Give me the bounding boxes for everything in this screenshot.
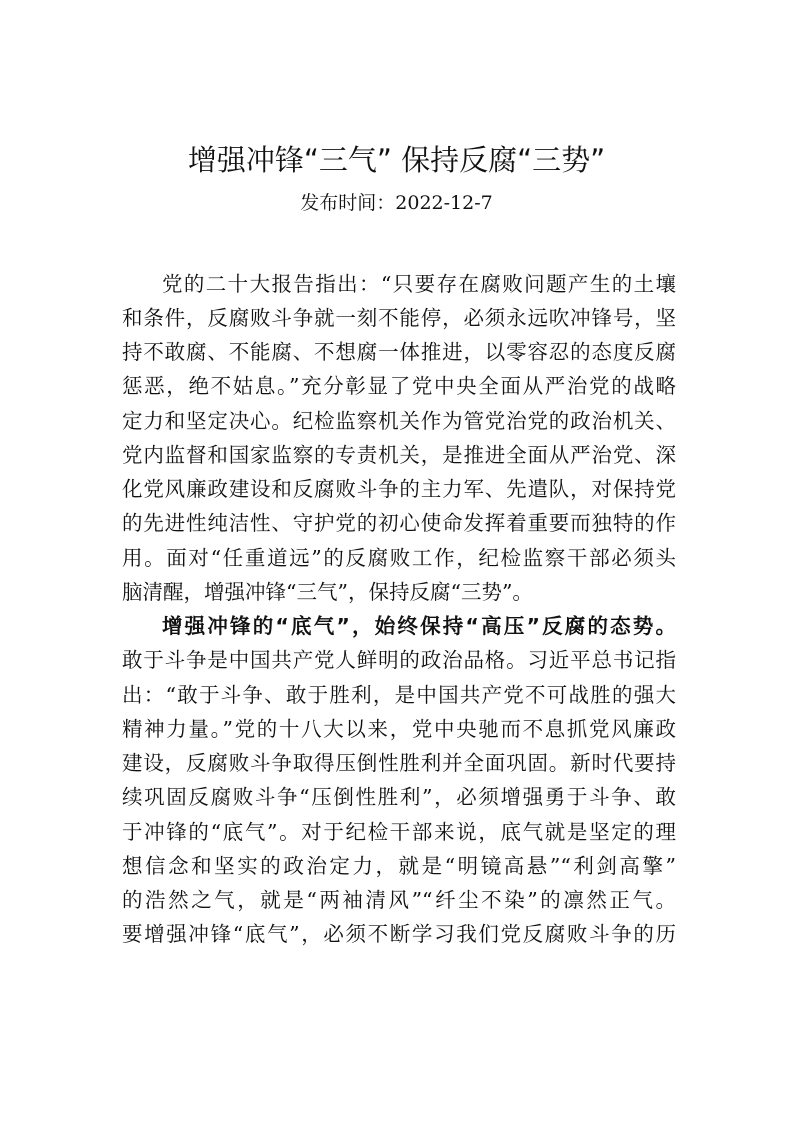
paragraph-line: 想信念和坚实的政治定力，就是“明镜高悬”“利剑高擎” [122,854,676,878]
section-heading: 增强冲锋的“底气”，始终保持“高压”反腐的态势。 [162,614,676,638]
paragraph-line: 续巩固反腐败斗争“压倒性胜利”，必须增强勇于斗争、敢 [122,785,676,809]
paragraph-line: 持不敢腐、不能腐、不想腐一体推进，以零容忍的态度反腐 [122,340,676,364]
paragraph-line: 建设，反腐败斗争取得压倒性胜利并全面巩固。新时代要持 [122,751,676,775]
paragraph-line: 脑清醒，增强冲锋“三气”，保持反腐“三势”。 [122,580,533,604]
paragraph-line: 要增强冲锋“底气”，必须不断学习我们党反腐败斗争的历 [122,922,676,946]
publish-date: 发布时间：2022-12-7 [300,192,493,214]
paragraph-line: 党内监督和国家监察的专责机关，是推进全面从严治党、深 [122,443,676,467]
paragraph-line: 的浩然之气，就是“两袖清风”“纤尘不染”的凛然正气。 [122,888,676,912]
paragraph-line: 精神力量。”党的十八大以来，党中央驰而不息抓党风廉政 [122,717,676,741]
document-title: 增强冲锋“三气” 保持反腐“三势” [187,143,606,177]
paragraph-line: 敢于斗争是中国共产党人鲜明的政治品格。习近平总书记指 [122,648,676,672]
paragraph-line: 定力和坚定决心。纪检监察机关作为管党治党的政治机关、 [122,409,676,433]
paragraph-line: 出：“敢于斗争、敢于胜利，是中国共产党不可战胜的强大 [122,683,676,707]
paragraph-line: 用。面对“任重道远”的反腐败工作，纪检监察干部必须头 [122,546,676,570]
paragraph-line: 化党风廉政建设和反腐败斗争的主力军、先遣队，对保持党 [122,477,676,501]
paragraph-line: 的先进性纯洁性、守护党的初心使命发挥着重要而独特的作 [122,511,676,535]
paragraph-line: 惩恶，绝不姑息。”充分彰显了党中央全面从严治党的战略 [122,374,676,398]
paragraph-line: 于冲锋的“底气”。对于纪检干部来说，底气就是坚定的理 [122,820,676,844]
paragraph-line: 党的二十大报告指出：“只要存在腐败问题产生的土壤 [162,272,676,296]
paragraph-line: 和条件，反腐败斗争就一刻不能停，必须永远吹冲锋号，坚 [122,306,676,330]
